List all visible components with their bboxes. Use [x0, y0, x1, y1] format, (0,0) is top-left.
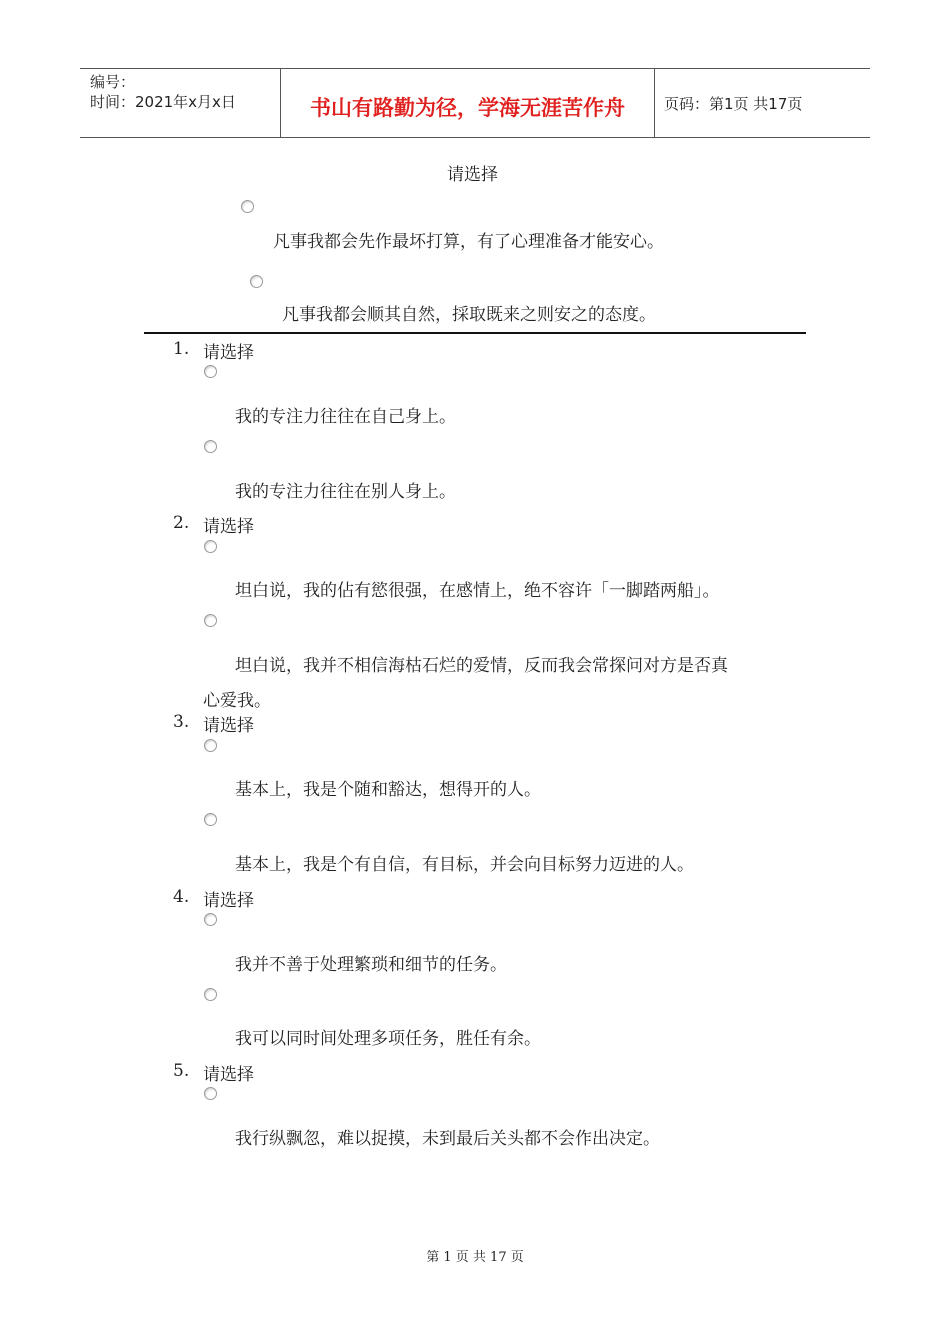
- intro-prompt: 请选择: [447, 165, 498, 185]
- question-1-number: 1.: [173, 339, 190, 359]
- radio-q4-option-2[interactable]: [204, 988, 217, 1001]
- intro-option-1-label: 凡事我都会先作最坏打算，有了心理准备才能安心。: [273, 232, 664, 252]
- q3-option-2-label: 基本上，我是个有自信，有目标，并会向目标努力迈进的人。: [235, 855, 694, 875]
- q5-option-1-label: 我行纵飘忽，难以捉摸，未到最后关头都不会作出决定。: [235, 1129, 660, 1149]
- radio-q5-option-1[interactable]: [204, 1087, 217, 1100]
- date-label: 时间：2021年x月x日: [90, 93, 236, 111]
- q2-option-2-label-continued: 心爱我。: [203, 691, 271, 711]
- question-2-number: 2.: [173, 513, 190, 533]
- q3-option-1-label: 基本上，我是个随和豁达，想得开的人。: [235, 780, 541, 800]
- radio-q1-option-1[interactable]: [204, 365, 217, 378]
- q4-option-1-label: 我并不善于处理繁琐和细节的任务。: [235, 955, 507, 975]
- radio-q2-option-1[interactable]: [204, 540, 217, 553]
- question-3-number: 3.: [173, 712, 190, 732]
- q4-option-2-label: 我可以同时间处理多项任务，胜任有余。: [235, 1029, 541, 1049]
- radio-intro-option-1[interactable]: [241, 200, 254, 213]
- radio-q4-option-1[interactable]: [204, 913, 217, 926]
- motto: 书山有路勤为径，学海无涯苦作舟: [310, 96, 625, 120]
- page-label: 页码：第1页 共17页: [664, 95, 803, 113]
- q2-option-2-label: 坦白说，我并不相信海枯石烂的爱情，反而我会常探问对方是否真: [235, 656, 728, 676]
- question-2-prompt: 请选择: [203, 517, 254, 537]
- question-1-prompt: 请选择: [203, 343, 254, 363]
- radio-q1-option-2[interactable]: [204, 440, 217, 453]
- q1-option-1-label: 我的专注力往往在自己身上。: [235, 407, 456, 427]
- radio-q3-option-2[interactable]: [204, 813, 217, 826]
- question-4-number: 4.: [173, 887, 190, 907]
- q2-option-1-label: 坦白说，我的佔有慾很强，在感情上，绝不容许「一脚踏两船」。: [235, 581, 720, 601]
- question-3-prompt: 请选择: [203, 716, 254, 736]
- document-header: [80, 68, 870, 138]
- radio-q3-option-1[interactable]: [204, 739, 217, 752]
- radio-q2-option-2[interactable]: [204, 614, 217, 627]
- question-4-prompt: 请选择: [203, 891, 254, 911]
- q1-option-2-label: 我的专注力往往在别人身上。: [235, 482, 456, 502]
- question-5-prompt: 请选择: [203, 1065, 254, 1085]
- header-meta-cell: [80, 69, 280, 137]
- radio-intro-option-2[interactable]: [250, 275, 263, 288]
- intro-option-2-label: 凡事我都会顺其自然，採取既来之则安之的态度。: [282, 305, 656, 325]
- header-page-cell: [654, 69, 870, 137]
- question-5-number: 5.: [173, 1061, 190, 1081]
- divider: [144, 332, 806, 334]
- page-footer: 第 1 页 共 17 页: [426, 1250, 524, 1265]
- header-motto-cell: [280, 69, 655, 137]
- number-label: 编号：: [90, 73, 136, 91]
